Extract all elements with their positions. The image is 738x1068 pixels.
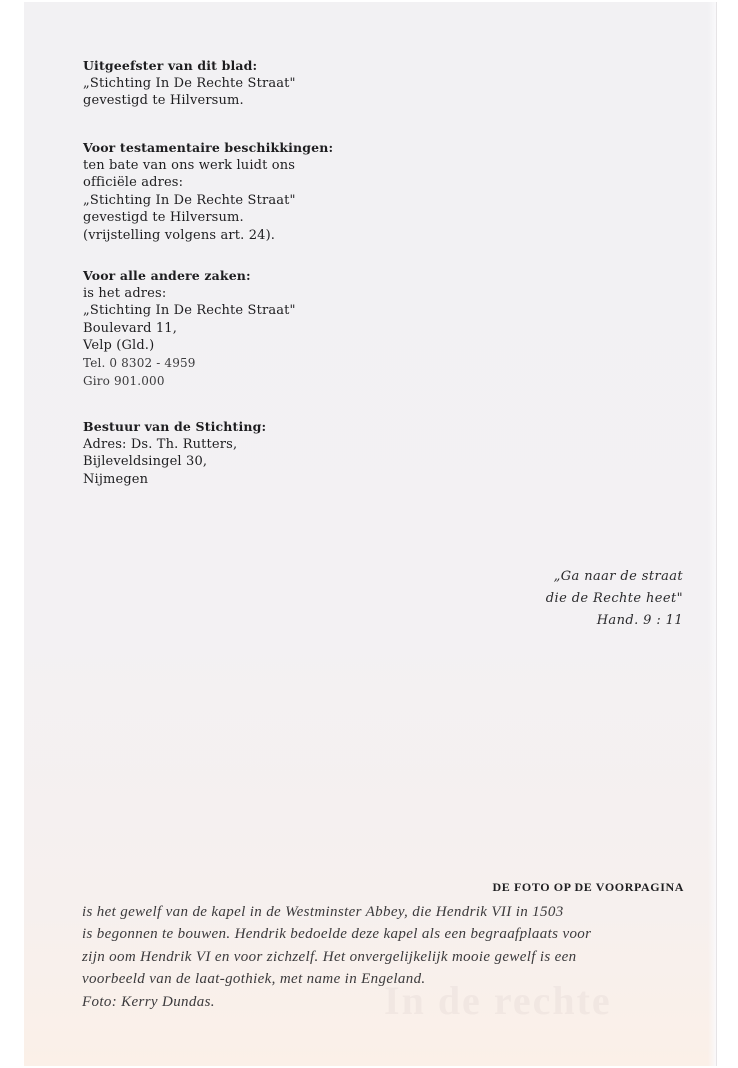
testamentary-line-2: officiële adres: (83, 175, 184, 191)
board-line-3: Nijmegen (83, 471, 149, 487)
caption-line-3: zijn oom Hendrik VI en voor zichzelf. Het onvergelijkelijk mooie gewelf is een (82, 948, 577, 965)
photo-credit: Foto: Kerry Dundas. (82, 993, 215, 1010)
testamentary-line-1: ten bate van ons werk luidt ons (83, 157, 296, 173)
other-matters-phone: Tel. 0 8302 - 4959 (83, 355, 196, 370)
caption-line-1: is het gewelf van de kapel in de Westminster Abbey, die Hendrik VII in 1503 (82, 904, 564, 920)
other-matters-block (83, 267, 296, 390)
other-matters-line-2: „Stichting In De Rechte Straat" (83, 303, 296, 319)
bible-quote (546, 566, 683, 632)
testamentary-line-3: „Stichting In De Rechte Straat" (83, 192, 296, 208)
testamentary-line-5: (vrijstelling volgens art. 24). (83, 227, 276, 243)
testamentary-heading: Voor testamentaire beschikkingen: (83, 140, 334, 155)
board-line-1: Adres: Ds. Th. Rutters, (83, 436, 238, 452)
testamentary-line-4: gevestigd te Hilversum. (83, 210, 244, 226)
cover-photo-caption (82, 901, 712, 1013)
document-page (24, 2, 716, 1066)
show-through-text: In de rechte (384, 978, 612, 1023)
board-line-2: Bijleveldsingel 30, (83, 454, 208, 470)
caption-line-4: voorbeeld van de laat-gothiek, met name in Engeland. (82, 971, 426, 988)
publisher-heading: Uitgeefster van dit blad: (83, 58, 258, 73)
testamentary-block (83, 139, 333, 245)
cover-photo-heading: DE FOTO OP DE VOORPAGINA (492, 880, 684, 894)
quote-line-1: „Ga naar de straat (553, 569, 683, 584)
caption-line-2: is begonnen te bouwen. Hendrik bedoelde deze kapel als een begraafplaats voor (82, 926, 592, 943)
publisher-name: „Stichting In De Rechte Straat" (83, 75, 296, 91)
publisher-block (83, 57, 296, 110)
quote-reference: Hand. 9 : 11 (596, 613, 683, 628)
board-heading: Bestuur van de Stichting: (83, 419, 267, 434)
other-matters-city: Velp (Gld.) (83, 338, 155, 354)
publisher-location: gevestigd te Hilversum. (83, 93, 244, 109)
other-matters-heading: Voor alle andere zaken: (83, 268, 251, 283)
other-matters-line-1: is het adres: (83, 285, 167, 301)
board-block (83, 418, 266, 488)
other-matters-giro: Giro 901.000 (83, 373, 165, 388)
quote-line-2: die de Rechte heet" (545, 591, 683, 606)
other-matters-street: Boulevard 11, (83, 320, 177, 336)
